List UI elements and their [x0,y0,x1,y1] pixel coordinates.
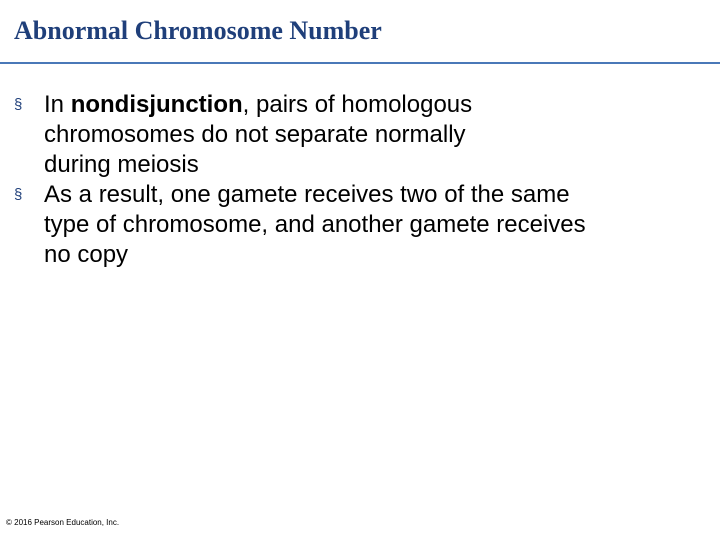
bullet-text: , pairs of homologous [242,91,473,118]
bullet-marker-icon: § [14,186,23,203]
bullet-line [44,90,704,120]
key-term: nondisjunction [70,91,243,118]
copyright-notice: © 2016 Pearson Education, Inc. [6,518,120,527]
bullet-item-result [14,180,704,270]
bullet-line: chromosomes do not separate normally [44,121,466,148]
bullet-marker-icon: § [14,96,23,113]
slide-title: Abnormal Chromosome Number [14,16,382,45]
bullet-line: no copy [44,241,129,268]
bullet-line: As a result, one gamete receives two of the same [44,181,570,208]
title-divider [0,62,720,64]
bullet-list [14,90,704,270]
bullet-line: during meiosis [44,151,199,178]
bullet-item-nondisjunction [14,90,704,180]
bullet-line: type of chromosome, and another gamete receives [44,211,586,238]
bullet-text: In [44,91,71,118]
